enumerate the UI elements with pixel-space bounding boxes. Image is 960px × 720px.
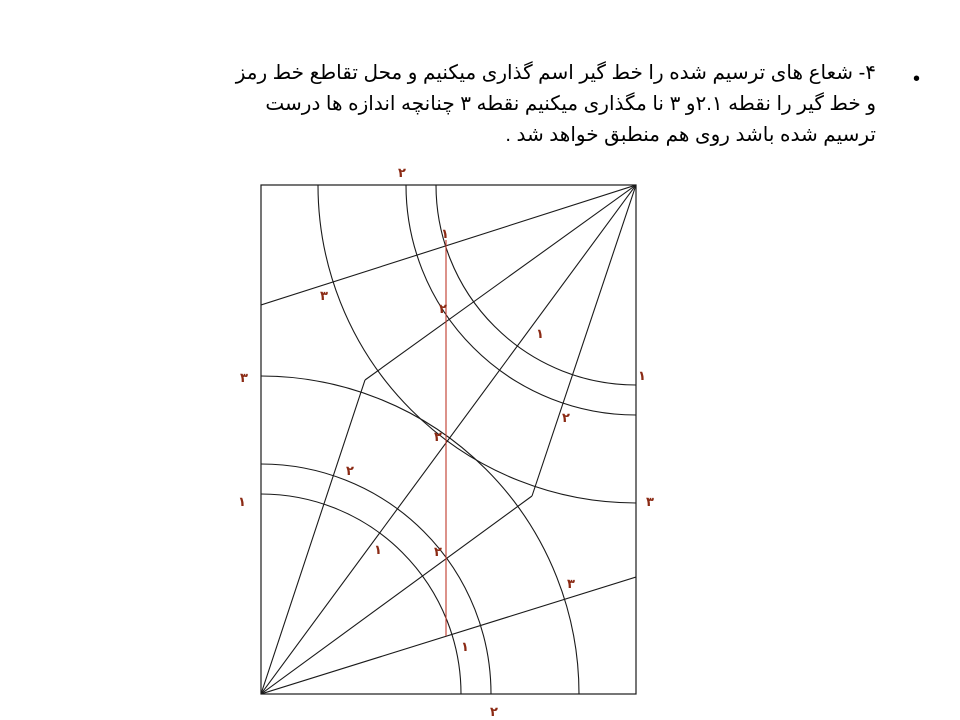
label-left-outer-1: ۱	[238, 495, 246, 510]
arc-bottom-left-outer	[0, 376, 579, 720]
label-top: ۲	[398, 166, 406, 181]
label-center: ۲	[434, 430, 442, 445]
label-left-arc-1: ۱	[374, 543, 382, 558]
label-left-arc-2: ۲	[346, 464, 354, 479]
ray-diagonal	[261, 185, 636, 694]
label-upper-left-line: ۳	[320, 289, 328, 304]
ray-top-2	[365, 185, 636, 380]
label-right-arc-3: ۳	[567, 577, 575, 592]
bullet-marker: •	[912, 68, 920, 90]
ray-top-1	[261, 185, 636, 305]
label-bottom: ۲	[490, 705, 498, 720]
label-center-upper: ۲	[439, 302, 447, 317]
label-bottom-arc-1: ۱	[461, 640, 469, 655]
ray-bottom-3	[261, 577, 636, 694]
label-right-outer-3: ۳	[646, 495, 654, 510]
paragraph-line-1: ۴- شعاع های ترسیم شده را خط گیر اسم گذاری میکنیم و محل تقاطع خط رمز	[235, 62, 876, 84]
paragraph-line-3: ترسیم شده باشد روی هم منطبق خواهد شد .	[505, 124, 876, 146]
ray-bottom-2	[261, 496, 532, 694]
label-center-lower: ۲	[434, 545, 442, 560]
label-left-outer-3: ۳	[240, 371, 248, 386]
label-right-outer-1: ۱	[638, 369, 646, 384]
ray-bottom-1	[261, 380, 365, 694]
label-top-inner: ۱	[441, 227, 449, 242]
label-right-arc-2: ۲	[562, 411, 570, 426]
paragraph-line-2: و خط گیر را نقطه ۲.۱و ۳ نا مگذاری میکنیم نقطه ۳ چنانچه اندازه ها درست	[265, 93, 876, 115]
label-right-arc-1: ۱	[536, 327, 544, 342]
ray-top-3	[532, 185, 636, 496]
